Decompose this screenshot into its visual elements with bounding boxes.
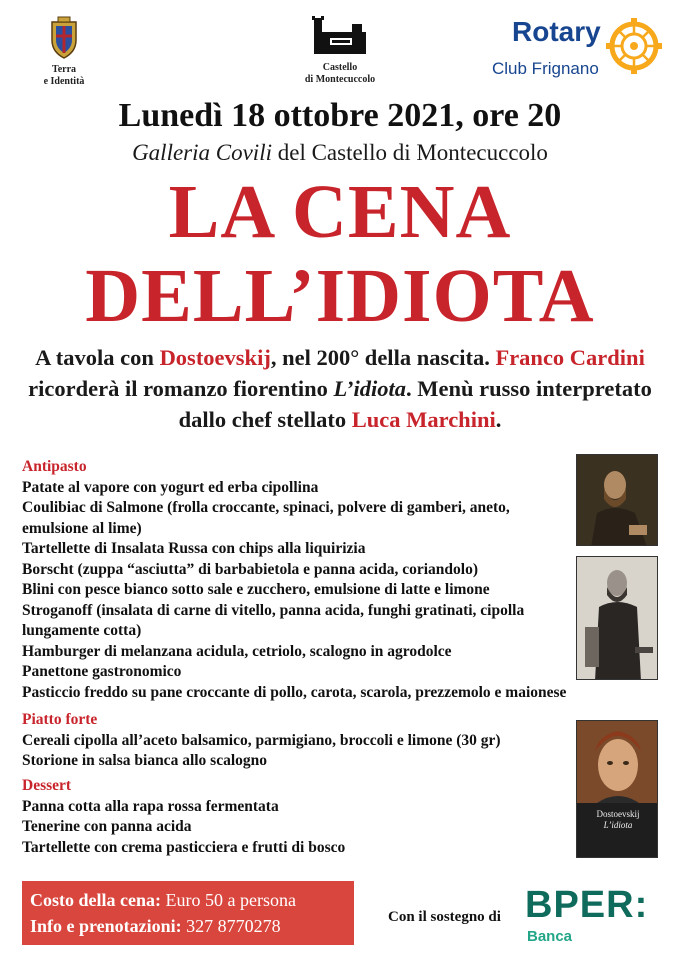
menu-item: Blini con pesce bianco sotto sale e zucchero, emulsione di latte e limone (22, 581, 490, 598)
book-cover-l-idiota (576, 720, 658, 858)
intro-text-3: ricorderà il romanzo fiorentino (28, 376, 334, 401)
intro-author: Dostoevskij (159, 345, 271, 370)
event-title-line-1: LA CENA (168, 170, 512, 254)
menu-antipasto-title: Antipasto (22, 458, 87, 475)
menu-item: Borscht (zuppa “asciutta” di barbabietola e panna acida, coriandolo) (22, 560, 478, 578)
menu-item: Tenerine con panna acida (22, 818, 192, 835)
event-date: Lunedì 18 ottobre 2021, ore 20 (118, 97, 562, 134)
event-intro (24, 342, 656, 435)
event-venue (0, 140, 680, 166)
venue-castle: del Castello di Montecuccolo (271, 140, 548, 165)
menu-item: Pasticcio freddo su pane croccante di pollo, carota, scarola, prezzemolo e maionese (22, 683, 567, 701)
book-title: L’idiota (603, 820, 633, 830)
castello-caption-2: di Montecuccolo (304, 74, 376, 85)
cost-line (30, 887, 354, 913)
cost-label: Costo della cena: (30, 890, 161, 910)
castello-caption-1: Castello (322, 62, 358, 73)
menu-piatto-forte (22, 710, 501, 772)
menu-item: Panettone gastronomico (22, 663, 182, 680)
intro-text-2: , nel 200° della nascita. (270, 345, 496, 370)
sponsor-sub: Banca (527, 928, 573, 945)
bper-logo (525, 884, 665, 948)
menu-item: emulsione al lime) (22, 519, 142, 537)
rotary-logo (486, 18, 666, 88)
menu-item: Hamburger di melanzana acidula, cetriolo, scalogno in agrodolce (22, 642, 452, 660)
terra-caption-1: Terra (51, 64, 77, 75)
menu-item: Patate al vapore con yogurt ed erba cipollina (22, 478, 319, 496)
cost-value: Euro 50 a persona (160, 890, 296, 910)
menu-dessert (22, 776, 345, 858)
rotary-name: Rotary (512, 16, 601, 47)
intro-speaker: Franco Cardini (495, 345, 645, 370)
intro-text-4: . Menù russo interpretato dallo chef stellato (178, 376, 652, 432)
dostoevsky-portrait-photo (576, 556, 658, 680)
castle-icon (310, 14, 370, 58)
menu-item: Tartellette con crema pasticciera e frutti di bosco (22, 838, 346, 856)
castello-logo (290, 14, 390, 86)
intro-novel: L’idiota (333, 376, 407, 401)
menu-dessert-title: Dessert (22, 777, 72, 794)
book-author: Dostoevskij (596, 809, 640, 819)
menu-item: Storione in salsa bianca allo scalogno (22, 752, 268, 769)
book-cover-text (577, 809, 658, 831)
cost-info-box (22, 881, 354, 945)
sponsor-name: BPER: (525, 884, 649, 926)
terra-identita-logo (36, 16, 92, 88)
event-title-line-2: DELL’IDIOTA (85, 254, 595, 338)
coat-of-arms-icon (44, 16, 84, 60)
rotary-wheel-icon (606, 18, 662, 74)
intro-text-1: A tavola con (35, 345, 160, 370)
dostoevsky-portrait-painting (576, 454, 658, 546)
menu-piatto-title: Piatto forte (22, 711, 98, 728)
menu-item: Panna cotta alla rapa rossa fermentata (22, 797, 279, 815)
menu-item: Cereali cipolla all’aceto balsamico, parmigiano, broccoli e limone (30 gr) (22, 731, 501, 749)
menu-antipasto (22, 457, 566, 703)
menu-item: Tartellette di Insalata Russa con chips alla liquirizia (22, 540, 366, 557)
menu-item: Coulibiac di Salmone (frolla croccante, spinaci, polvere di gamberi, aneto, (22, 499, 510, 516)
booking-phone: 327 8770278 (181, 916, 281, 936)
venue-gallery: Galleria Covili (132, 140, 272, 165)
booking-label: Info e prenotazioni: (30, 916, 182, 936)
rotary-club: Club Frignano (492, 59, 599, 78)
intro-text-5: . (495, 407, 502, 432)
intro-chef: Luca Marchini (351, 407, 496, 432)
menu-item: Stroganoff (insalata di carne di vitello, panna acida, funghi gratinati, cipolla (22, 601, 525, 619)
menu-item: lungamente cotta) (22, 622, 142, 639)
support-text: Con il sostegno di (388, 909, 501, 925)
terra-caption-2: e Identità (43, 76, 85, 87)
booking-line (30, 913, 354, 939)
